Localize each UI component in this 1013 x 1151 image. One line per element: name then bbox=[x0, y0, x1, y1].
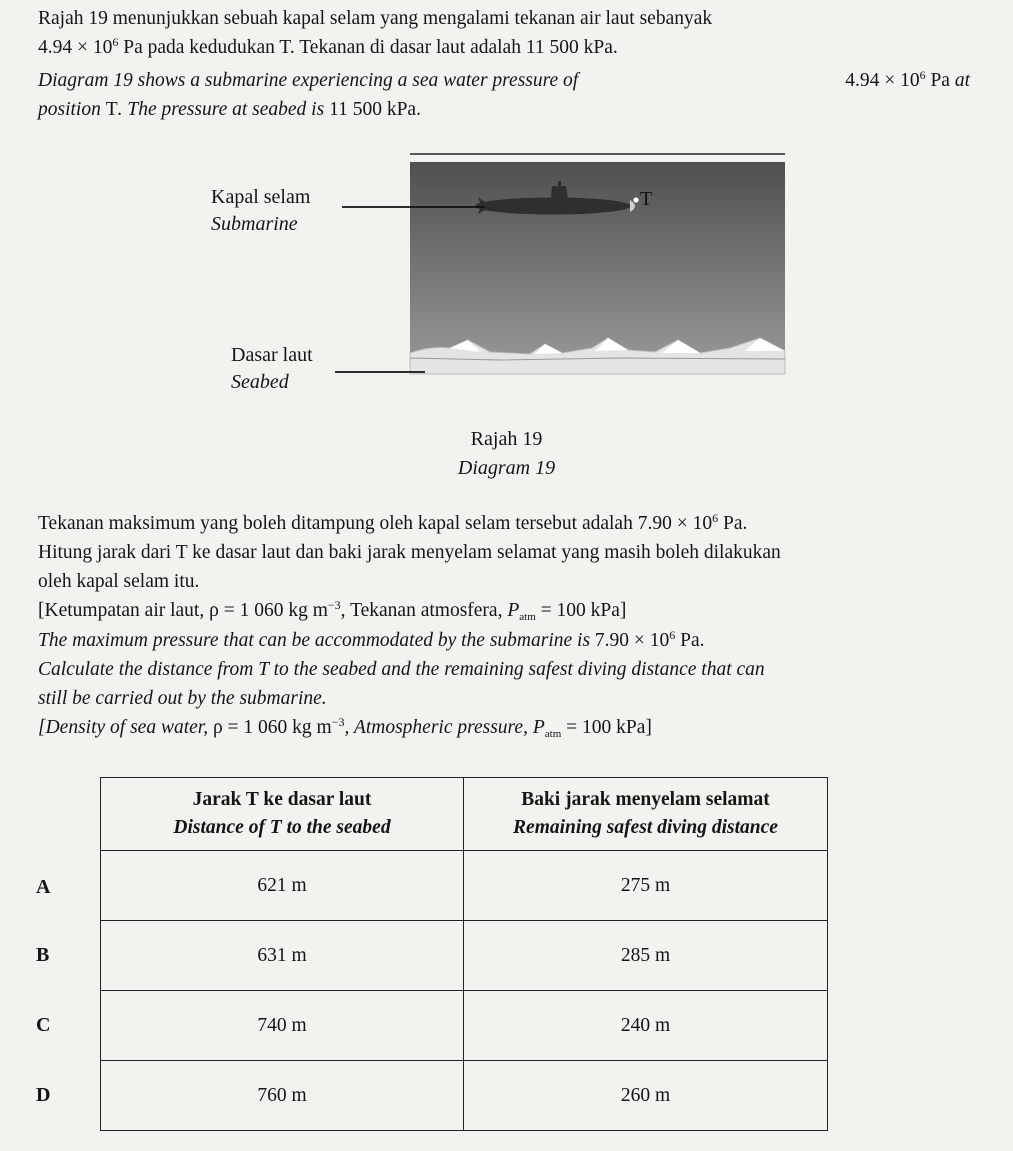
density-exponent-malay: −3 bbox=[327, 598, 341, 612]
atm-subscript-english: atm bbox=[544, 728, 562, 740]
intro-english-line-2-pre: position bbox=[38, 99, 106, 120]
question-malay-line-1 bbox=[38, 509, 970, 538]
table-row[interactable] bbox=[101, 1061, 828, 1131]
header-remaining-malay: Baki jarak menyelam selamat bbox=[521, 789, 770, 810]
question-english-line-1 bbox=[38, 626, 970, 655]
intro-malay bbox=[38, 4, 970, 62]
seabed-pressure-value: 11 500 kPa. bbox=[329, 99, 421, 120]
intro-malay-line-1: Rajah 19 menunjukkan sebuah kapal selam yang mengalami tekanan air laut sebanyak bbox=[38, 8, 713, 29]
intro-malay-line-2 bbox=[38, 33, 970, 62]
option-a-distance: 621 m bbox=[101, 851, 464, 921]
density-exponent-english: −3 bbox=[331, 715, 345, 729]
option-a-remaining: 275 m bbox=[464, 851, 828, 921]
seabed-label-malay: Dasar laut bbox=[231, 344, 313, 366]
intro-english-line-1 bbox=[38, 66, 970, 95]
intro-english bbox=[38, 66, 970, 124]
intro-english-line-1-text: Diagram 19 shows a submarine experiencing a sea water pressure of bbox=[38, 70, 584, 91]
caption-english: Diagram 19 bbox=[457, 457, 556, 479]
question-malay-line-4 bbox=[38, 596, 970, 625]
question-malay-line-2: Hitung jarak dari T ke dasar laut dan baki jarak menyelam selamat yang masih boleh dilakukan bbox=[38, 542, 781, 563]
table-row[interactable] bbox=[101, 921, 828, 991]
atm-symbol-malay: P bbox=[507, 600, 520, 621]
question-english-line-3: still be carried out by the submarine. bbox=[38, 688, 327, 709]
position-t-label: T bbox=[105, 99, 118, 120]
atm-value-malay: = 100 kPa] bbox=[535, 600, 627, 621]
header-remaining bbox=[464, 778, 828, 851]
question-malay-line-3: oleh kapal selam itu. bbox=[38, 571, 200, 592]
option-b-remaining: 285 m bbox=[464, 921, 828, 991]
pressure-unit-en: Pa bbox=[925, 70, 950, 91]
point-t-label: T bbox=[640, 188, 653, 210]
header-distance-malay: Jarak T ke dasar laut bbox=[192, 789, 372, 810]
intro-malay-line-2-rest: Pa pada kedudukan T. Tekanan di dasar laut adalah 11 500 kPa. bbox=[118, 37, 618, 58]
atm-label-english: , Atmospheric pressure, bbox=[344, 717, 533, 738]
header-remaining-english: Remaining safest diving distance bbox=[513, 817, 778, 838]
caption-malay: Rajah 19 bbox=[470, 428, 543, 450]
pressure-exponent-en: 6 bbox=[919, 68, 926, 82]
option-b-distance: 631 m bbox=[101, 921, 464, 991]
option-c-distance: 740 m bbox=[101, 991, 464, 1061]
question-english-line-2: Calculate the distance from T to the seabed and the remaining safest diving distance that can bbox=[38, 659, 765, 680]
question-malay-line-1-text: Tekanan maksimum yang boleh ditampung oleh kapal selam tersebut adalah bbox=[38, 513, 638, 534]
pressure-exponent: 6 bbox=[112, 35, 119, 49]
pressure-value: 4.94 × 10 bbox=[38, 37, 113, 58]
question-malay bbox=[38, 509, 970, 625]
submarine-label-english: Submarine bbox=[211, 213, 298, 235]
max-pressure-exponent-en: 6 bbox=[669, 628, 676, 642]
seabed-label bbox=[231, 342, 313, 396]
option-d-distance: 760 m bbox=[101, 1061, 464, 1131]
density-value-english: ρ = 1 060 kg m bbox=[212, 717, 332, 738]
question-english-line-4 bbox=[38, 713, 970, 742]
option-d-label[interactable]: D bbox=[36, 1084, 51, 1106]
point-t-marker bbox=[633, 197, 638, 202]
max-pressure-value-en: 7.90 × 10 bbox=[594, 630, 670, 651]
table-header-row bbox=[101, 778, 828, 851]
max-pressure-exponent: 6 bbox=[712, 511, 719, 525]
table-row[interactable] bbox=[101, 851, 828, 921]
intro-english-line-1-end bbox=[845, 66, 970, 95]
submarine-label-malay: Kapal selam bbox=[211, 186, 311, 208]
option-d-remaining: 260 m bbox=[464, 1061, 828, 1131]
seabed-label-english: Seabed bbox=[231, 371, 289, 393]
option-c-remaining: 240 m bbox=[464, 991, 828, 1061]
header-distance bbox=[101, 778, 464, 851]
atm-subscript-malay: atm bbox=[519, 611, 536, 623]
max-pressure-value: 7.90 × 10 bbox=[637, 513, 713, 534]
max-pressure-unit-en: Pa. bbox=[675, 630, 705, 651]
atm-symbol-english: P bbox=[532, 717, 545, 738]
max-pressure-unit: Pa. bbox=[718, 513, 748, 534]
option-c-label[interactable]: C bbox=[36, 1014, 51, 1036]
question-english bbox=[38, 626, 970, 742]
submarine-label bbox=[211, 184, 310, 238]
atm-label-malay: , Tekanan atmosfera, bbox=[340, 600, 508, 621]
answer-table bbox=[100, 777, 828, 1131]
pressure-value-en: 4.94 × 10 bbox=[845, 70, 920, 91]
intro-english-line-2-mid: . The pressure at seabed is bbox=[117, 99, 330, 120]
intro-english-line-2 bbox=[38, 95, 970, 124]
density-label-english: [Density of sea water, bbox=[38, 717, 213, 738]
density-label-malay: [Ketumpatan air laut, bbox=[38, 600, 210, 621]
question-english-line-1-text: The maximum pressure that can be accommodated by the submarine is bbox=[38, 630, 595, 651]
header-distance-english: Distance of T to the seabed bbox=[173, 817, 391, 838]
intro-english-line-1-post: at bbox=[949, 70, 970, 91]
option-a-label[interactable]: A bbox=[36, 876, 51, 898]
table-row[interactable] bbox=[101, 991, 828, 1061]
density-value-malay: ρ = 1 060 kg m bbox=[209, 600, 328, 621]
diagram-19 bbox=[200, 148, 800, 408]
atm-value-english: = 100 kPa] bbox=[561, 717, 652, 738]
option-b-label[interactable]: B bbox=[36, 944, 50, 966]
